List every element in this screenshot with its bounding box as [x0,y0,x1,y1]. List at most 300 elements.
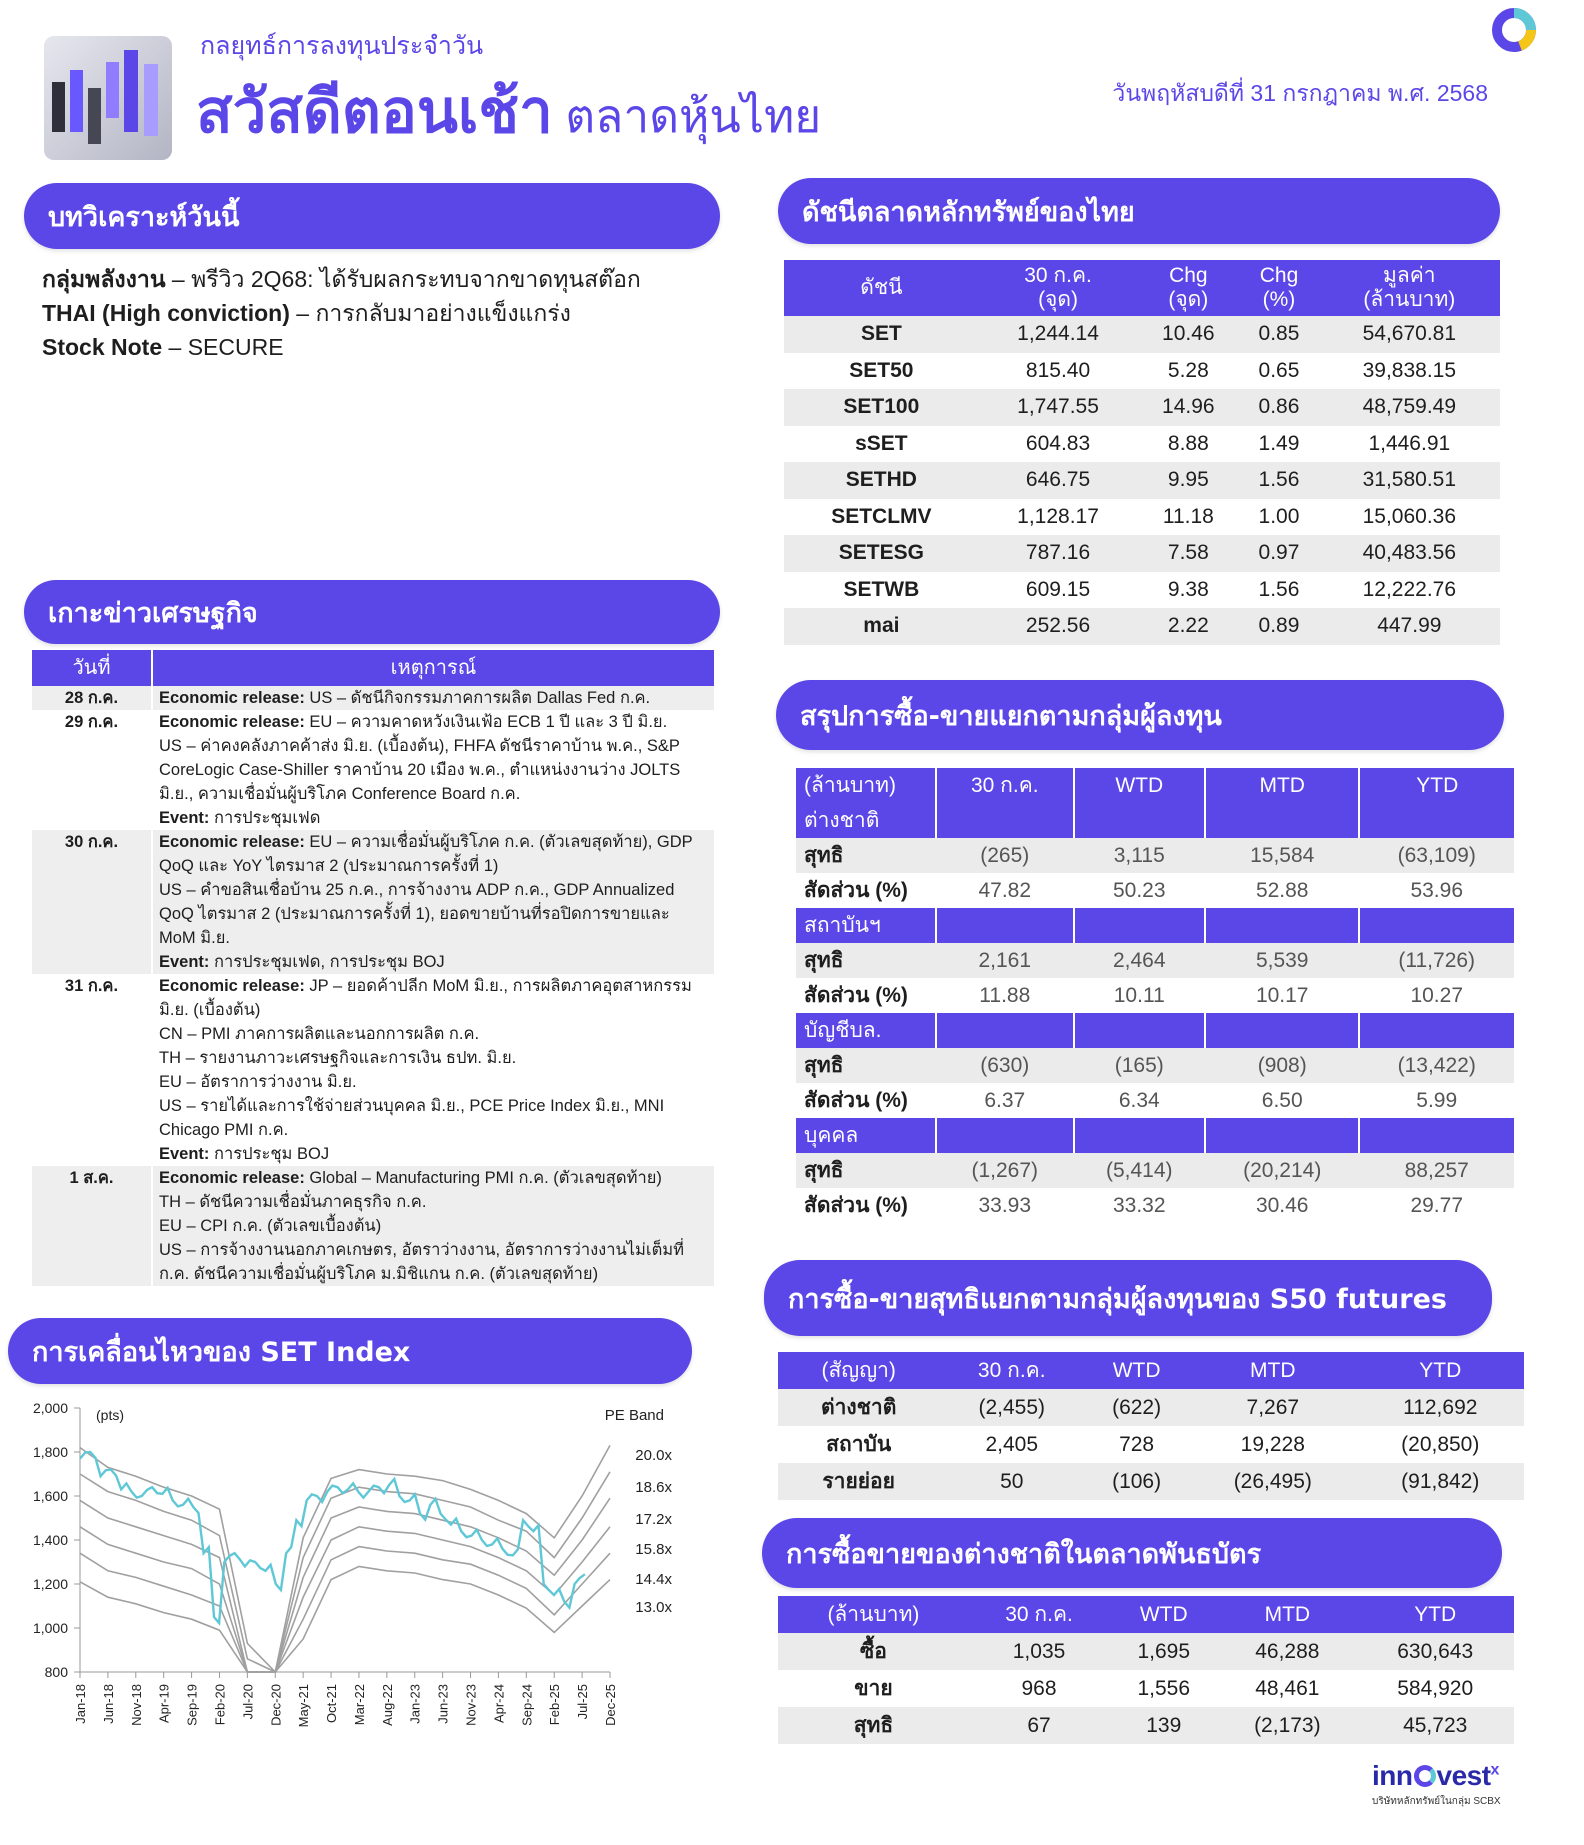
news-line-text: US – คำขอสินเชื่อบ้าน 25 ก.ค., การจ้างงาน ADP ก.ค., GDP Annualized [159,881,675,899]
bonds-value: (2,173) [1218,1707,1356,1744]
index-value: 0.85 [1239,316,1318,353]
investor-net-value: (165) [1074,1048,1205,1083]
investor-title: สรุปการซื้อ-ขายแยกตามกลุ่มผู้ลงทุน [776,680,1504,750]
index-value: 815.40 [1025,358,1091,382]
news-line-text: CoreLogic Case-Shiller ราคาบ้าน 20 เมือง พ.ค., ตำแหน่งงานว่าง JOLTS [159,761,681,779]
investor-header: 30 ก.ค. [936,768,1074,803]
futures-value: (106) [1084,1463,1189,1500]
investor-header: YTD [1359,768,1514,803]
investor-group-name: บุคคล [796,1118,936,1153]
bonds-row-label: สุทธิ [778,1707,969,1744]
indices-header [1319,260,1500,316]
index-value: 1.56 [1239,462,1318,499]
bonds-value: 48,461 [1255,1676,1320,1700]
investor-group-name: ต่างชาติ [796,803,936,838]
news-line [159,1262,708,1286]
investor-table [796,768,1514,1223]
indices-row [784,389,1500,426]
news-line [159,1046,708,1070]
news-line-text: MoM มิ.ย. [159,929,230,947]
investor-net-value: (20,214) [1205,1153,1360,1188]
futures-header: WTD [1084,1352,1189,1389]
investor-group-blank [936,1013,1074,1048]
investor-pct-value: 33.93 [978,1193,1032,1217]
pe-band-line [80,1566,610,1672]
news-table [32,650,714,1286]
index-value: 1.49 [1258,431,1300,455]
news-row [32,830,714,974]
y-tick-label: 1,800 [32,1444,68,1460]
news-line-text: การประชุมเฟด [209,809,321,827]
investor-net-value: 2,161 [936,943,1074,978]
news-event [152,1166,714,1286]
investor-pct-row [796,1083,1514,1118]
news-line-text: US – การจ้างงานนอกภาคเกษตร, อัตราว่างงาน, อัตราการว่างงานไม่เต็มที่ [159,1241,685,1259]
bonds-table [778,1596,1514,1744]
pe-band-line [80,1527,610,1672]
innovest-logo [1372,1760,1501,1809]
index-value: 252.56 [979,608,1138,645]
investor-net-value: (265) [936,838,1074,873]
investor-net-value: (11,726) [1359,943,1514,978]
news-line [159,854,708,878]
futures-value: 19,228 [1240,1432,1305,1456]
index-value: 2.22 [1137,608,1239,645]
bonds-value: 968 [1021,1676,1057,1700]
index-name: SETCLMV [831,504,932,528]
investor-group-blank [1359,803,1514,838]
news-line-label: Economic release: [159,713,305,731]
news-line-label: Event: [159,1145,210,1163]
x-tick-label: May-21 [296,1684,312,1728]
logo-brand: inn [1372,1760,1413,1791]
indices-row [784,353,1500,390]
bonds-value: 1,556 [1137,1676,1191,1700]
pe-band-line-label: 14.4x [635,1571,672,1588]
futures-value: (20,850) [1401,1432,1480,1456]
bonds-row-label: ขาย [854,1677,893,1700]
futures-row [778,1463,1524,1500]
indices-header-line1: 30 ก.ค. [1024,264,1092,287]
y-tick-label: 1,200 [32,1576,68,1592]
futures-value: 2,405 [985,1432,1039,1456]
investor-net-row [796,943,1514,978]
investor-group-blank [936,803,1074,838]
pe-band-label: PE Band [604,1407,664,1424]
index-value: 11.18 [1162,504,1214,528]
investor-net-value: 3,115 [1074,838,1205,873]
investor-pct-label: สัดส่วน (%) [804,1089,908,1112]
investor-group-blank [1074,803,1205,838]
investor-group-blank [1205,803,1360,838]
news-line-label: Economic release: [159,833,305,851]
bonds-header: (ล้านบาท) [778,1596,969,1633]
investor-group-blank [1074,908,1205,943]
investor-net-row [796,838,1514,873]
x-tick-label: Jan-23 [407,1684,423,1724]
investor-net-value: 5,539 [1205,943,1360,978]
investor-pct-row [796,978,1514,1013]
index-name: SET50 [849,358,914,382]
investor-pct-value: 30.46 [1255,1193,1309,1217]
indices-table [784,260,1500,645]
futures-row [778,1426,1524,1463]
analysis-item[interactable] [42,296,641,330]
index-value: 10.46 [1137,316,1239,353]
analysis-item-text: – พรีวิว 2Q68: ได้รับผลกระทบจากขาดทุนสต๊อก [165,266,641,292]
investor-pct-value: 6.34 [1118,1088,1160,1112]
futures-header: 30 ก.ค. [939,1352,1084,1389]
x-tick-label: Nov-18 [128,1684,144,1726]
news-line-text: EU – อัตราการว่างงาน มิ.ย. [159,1073,357,1091]
x-tick-label: Sep-19 [184,1684,200,1726]
news-line-text: TH – รายงานภาวะเศรษฐกิจและการเงิน ธปท. มิ.ย. [159,1049,517,1067]
news-line [159,926,708,950]
x-tick-label: Aug-22 [379,1684,395,1726]
investor-pct-value: 10.11 [1113,983,1165,1007]
investor-pct-value: 10.27 [1410,983,1464,1007]
investor-net-label: สุทธิ [796,943,936,978]
pe-band-line-label: 15.8x [635,1541,672,1558]
investor-pct-row [796,873,1514,908]
investor-pct-value: 11.88 [979,983,1031,1007]
indices-title: ดัชนีตลาดหลักทรัพย์ของไทย [778,178,1500,244]
indices-header-line1: ดัชนี [860,276,903,299]
news-line [159,1022,708,1046]
investor-net-label: สุทธิ [796,1153,936,1188]
index-value: 5.28 [1167,358,1209,382]
futures-row-label: สถาบัน [826,1433,892,1456]
header-subtitle: กลยุทธ์การลงทุนประจำวัน [200,32,484,60]
indices-header [1137,260,1239,316]
investor-pct-label: สัดส่วน (%) [804,984,908,1007]
indices-row [784,462,1500,499]
news-date: 30 ก.ค. [32,830,152,974]
news-title: เกาะข่าวเศรษฐกิจ [24,580,720,644]
news-line [159,710,708,734]
bonds-title: การซื้อขายของต่างชาติในตลาดพันธบัตร [762,1518,1502,1588]
news-line-label: Economic release: [159,977,305,995]
investor-pct-label: สัดส่วน (%) [804,1194,908,1217]
index-name: SET100 [784,389,979,426]
futures-title: การซื้อ-ขายสุทธิแยกตามกลุ่มผู้ลงทุนของ S50 futures [764,1260,1492,1336]
investor-group-blank [1074,1013,1205,1048]
header-illustration [44,36,172,160]
x-tick-label: Mar-22 [351,1684,367,1726]
index-value: 0.97 [1239,535,1318,572]
news-event [152,830,714,974]
news-line-text: QoQ และ YoY ไตรมาส 2 (ประมาณการครั้งที่ 1) [159,857,499,875]
y-tick-label: 800 [44,1664,68,1680]
index-value: 54,670.81 [1319,316,1500,353]
analysis-item-bold: Stock Note [42,334,163,360]
news-date: 31 ก.ค. [64,977,119,995]
news-line-text: ก.ค. ดัชนีความเชื่อมั่นผู้บริโภค ม.มิชิแกน ก.ค. (ตัวเลขสุดท้าย) [159,1265,599,1283]
futures-row [778,1389,1524,1426]
news-line-label: Event: [159,953,210,971]
futures-value: 728 [1119,1432,1155,1456]
news-line-text: มิ.ย. (เบื้องต้น) [159,1001,261,1019]
header-title-light: ตลาดหุ้นไทย [565,90,822,142]
analysis-item[interactable] [42,330,641,364]
pe-band-line-label: 18.6x [635,1479,672,1496]
pe-band-line [80,1445,610,1672]
x-tick-label: Sep-24 [519,1684,535,1726]
investor-group-row [796,1013,1514,1048]
bonds-header: 30 ก.ค. [969,1596,1109,1633]
news-line-text: EU – ความเชื่อมั่นผู้บริโภค ก.ค. (ตัวเลขสุดท้าย), GDP [304,833,693,851]
indices-header [1239,260,1318,316]
bonds-value: 1,695 [1109,1633,1218,1670]
investor-net-value: (13,422) [1359,1048,1514,1083]
news-line [159,758,708,782]
news-row [32,686,714,710]
news-line [159,1118,708,1142]
indices-row [784,316,1500,353]
bonds-row [778,1670,1514,1707]
indices-header [979,260,1138,316]
news-line-text: การประชุมเฟด, การประชุม BOJ [209,953,445,971]
news-line-text: TH – ดัชนีความเชื่อมั่นภาคธุรกิจ ก.ค. [159,1193,427,1211]
futures-header: YTD [1357,1352,1524,1389]
index-value: 787.16 [979,535,1138,572]
bonds-row [778,1707,1514,1744]
indices-header-line1: Chg [1169,264,1208,287]
index-value: 1,747.55 [979,389,1138,426]
x-tick-label: Dec-20 [268,1684,284,1726]
logo-o-icon [1414,1765,1436,1787]
investor-group-name: สถาบันฯ [796,908,936,943]
investor-pct-value: 6.37 [984,1088,1026,1112]
futures-row-label: รายย่อย [778,1463,939,1500]
x-tick-label: Jun-23 [435,1684,451,1724]
investor-pct-value: 33.32 [1112,1193,1166,1217]
bonds-header: WTD [1109,1596,1218,1633]
brand-ring-icon [1490,6,1538,54]
investor-group-row [796,908,1514,943]
investor-net-value: 88,257 [1359,1153,1514,1188]
pe-band-line [80,1472,610,1672]
news-event [152,974,714,1166]
news-line-label: Economic release: [159,1169,305,1187]
news-col-event: เหตุการณ์ [152,650,714,686]
pe-band-line [80,1547,610,1672]
news-line [159,806,708,830]
futures-value: 50 [939,1463,1084,1500]
setchart-title: การเคลื่อนไหวของ SET Index [8,1318,692,1384]
investor-net-value: (1,267) [936,1153,1074,1188]
news-line-text: Global – Manufacturing PMI ก.ค. (ตัวเลขสุดท้าย) [304,1169,662,1187]
investor-net-label: สุทธิ [796,1048,936,1083]
y-tick-label: 2,000 [32,1400,68,1416]
news-row [32,710,714,830]
index-value: 447.99 [1319,608,1500,645]
investor-pct-value: 52.88 [1255,878,1309,902]
analysis-item-bold: กลุ่มพลังงาน [42,266,166,292]
futures-value: (2,455) [939,1389,1084,1426]
index-value: 1,128.17 [1017,504,1099,528]
indices-header-line2: (จุด) [1038,288,1078,311]
x-tick-label: Jan-18 [73,1684,88,1724]
investor-pct-value: 6.50 [1261,1088,1303,1112]
investor-net-value: (630) [936,1048,1074,1083]
investor-group-blank [1074,1118,1205,1153]
news-line-label: Event: [159,809,210,827]
news-line [159,686,708,710]
investor-group-blank [936,1118,1074,1153]
indices-header-line1: มูลค่า [1383,264,1436,287]
news-line [159,1214,708,1238]
futures-value: 7,267 [1189,1389,1356,1426]
x-tick-label: Jul-25 [575,1684,591,1720]
investor-pct-value: 10.17 [1255,983,1309,1007]
news-line [159,734,708,758]
indices-row [784,572,1500,609]
x-tick-label: Dec-25 [603,1684,618,1726]
futures-header: MTD [1189,1352,1356,1389]
index-value: 12,222.76 [1362,577,1457,601]
x-tick-label: Feb-25 [547,1684,563,1726]
investor-net-value: (908) [1205,1048,1360,1083]
index-value: 15,060.36 [1362,504,1457,528]
index-name: mai [784,608,979,645]
news-line-text: US – รายได้และการใช้จ่ายส่วนบุคคล มิ.ย., PCE Price Index มิ.ย., MNI [159,1097,665,1115]
y-tick-label: 1,600 [32,1488,68,1504]
index-value: 1,244.14 [979,316,1138,353]
analysis-list [42,262,641,364]
investor-header: WTD [1074,768,1205,803]
index-value: 14.96 [1137,389,1239,426]
chart-unit-label: (pts) [96,1407,124,1423]
investor-group-blank [1205,1118,1360,1153]
index-value: 7.58 [1137,535,1239,572]
news-line-text: QoQ ไตรมาส 2 (ประมาณการครั้งที่ 1), ยอดขายบ้านที่รอปิดการขายและ [159,905,670,923]
index-value: 40,483.56 [1319,535,1500,572]
index-value: 31,580.51 [1319,462,1500,499]
investor-net-row [796,1153,1514,1188]
index-name: SETHD [784,462,979,499]
analysis-item-text: – การกลับมาอย่างแข็งแกร่ง [289,300,571,326]
bonds-value: 46,288 [1218,1633,1356,1670]
investor-header-row [796,768,1514,803]
news-line-label: Economic release: [159,689,305,707]
investor-net-label: สุทธิ [796,838,936,873]
pe-band-line-label: 20.0x [635,1447,672,1464]
news-line [159,782,708,806]
futures-value: (622) [1084,1389,1189,1426]
x-tick-label: Nov-23 [463,1684,479,1726]
investor-pct-label: สัดส่วน (%) [804,879,908,902]
investor-group-blank [1205,908,1360,943]
news-line [159,1166,708,1190]
news-line-text: CN – PMI ภาคการผลิตและนอกการผลิต ก.ค. [159,1025,480,1043]
news-line [159,830,708,854]
investor-net-value: (5,414) [1074,1153,1205,1188]
analysis-title: บทวิเคราะห์วันนี้ [24,183,720,249]
news-line [159,902,708,926]
indices-header-line1: Chg [1259,264,1299,287]
index-name: sSET [855,431,908,455]
indices-row [784,426,1500,463]
news-line [159,950,708,974]
bonds-value: 630,643 [1356,1633,1514,1670]
news-row [32,1166,714,1286]
index-value: 646.75 [979,462,1138,499]
news-line [159,1094,708,1118]
news-line-text: การประชุม BOJ [209,1145,330,1163]
investor-net-value: 2,464 [1074,943,1205,978]
x-tick-label: Apr-24 [491,1684,507,1724]
investor-net-value: (63,109) [1359,838,1514,873]
investor-group-row [796,803,1514,838]
indices-row [784,499,1500,536]
news-line [159,1190,708,1214]
news-col-date: วันที่ [32,650,152,686]
bonds-row [778,1633,1514,1670]
investor-pct-value: 50.23 [1112,878,1166,902]
futures-value: (26,495) [1189,1463,1356,1500]
x-tick-label: Feb-20 [212,1684,228,1726]
index-value: 0.65 [1258,358,1300,382]
y-tick-label: 1,000 [32,1620,68,1636]
news-line-text: US – ดัชนีกิจกรรมภาคการผลิต Dallas Fed ก.ค. [304,689,651,707]
investor-pct-row [796,1188,1514,1223]
investor-group-name: บัญชีบล. [796,1013,936,1048]
indices-header [784,260,979,316]
analysis-item-bold: THAI (High conviction) [42,300,290,326]
pe-band-line-label: 17.2x [635,1511,672,1528]
index-value: 0.89 [1239,608,1318,645]
index-value: 609.15 [1025,577,1091,601]
analysis-item[interactable] [42,262,641,296]
news-date: 1 ส.ค. [32,1166,152,1286]
index-value: 39,838.15 [1362,358,1457,382]
index-value: 604.83 [1025,431,1091,455]
news-line [159,1070,708,1094]
news-line-text: EU – ความคาดหวังเงินเฟ้อ ECB 1 ปี และ 3 ปี มิ.ย. [304,713,668,731]
index-value: 0.86 [1239,389,1318,426]
investor-pct-value: 29.77 [1410,1193,1464,1217]
news-row [32,974,714,1166]
bonds-value: 1,035 [969,1633,1109,1670]
investor-group-blank [936,908,1074,943]
indices-header-line2: (จุด) [1168,288,1209,311]
logo-tagline: บริษัทหลักทรัพย์ในกลุ่ม SCBX [1372,1796,1501,1807]
indices-row [784,608,1500,645]
futures-table [778,1352,1524,1500]
news-line-text: Chicago PMI ก.ค. [159,1121,289,1139]
indices-row [784,535,1500,572]
header-title-bold: สวัสดีตอนเช้า [196,78,553,145]
news-event [152,686,714,710]
news-event [152,710,714,830]
news-line-text: มิ.ย., ความเชื่อมั่นผู้บริโภค Conference Board ก.ค. [159,785,521,803]
candlestick-icon [44,36,172,160]
bonds-value: 584,920 [1397,1676,1474,1700]
logo-x-mark: x [1490,1761,1499,1779]
news-line [159,1142,708,1166]
indices-header-line2: (ล้านบาท) [1363,288,1456,311]
header-title [196,64,821,159]
index-value: 1,446.91 [1368,431,1451,455]
index-value: 9.38 [1167,577,1209,601]
bonds-row-label: ซื้อ [778,1633,969,1670]
index-name: SETWB [843,577,920,601]
futures-value: 112,692 [1357,1389,1524,1426]
bonds-value: 67 [969,1707,1109,1744]
news-line [159,974,708,998]
futures-value: (91,842) [1357,1463,1524,1500]
